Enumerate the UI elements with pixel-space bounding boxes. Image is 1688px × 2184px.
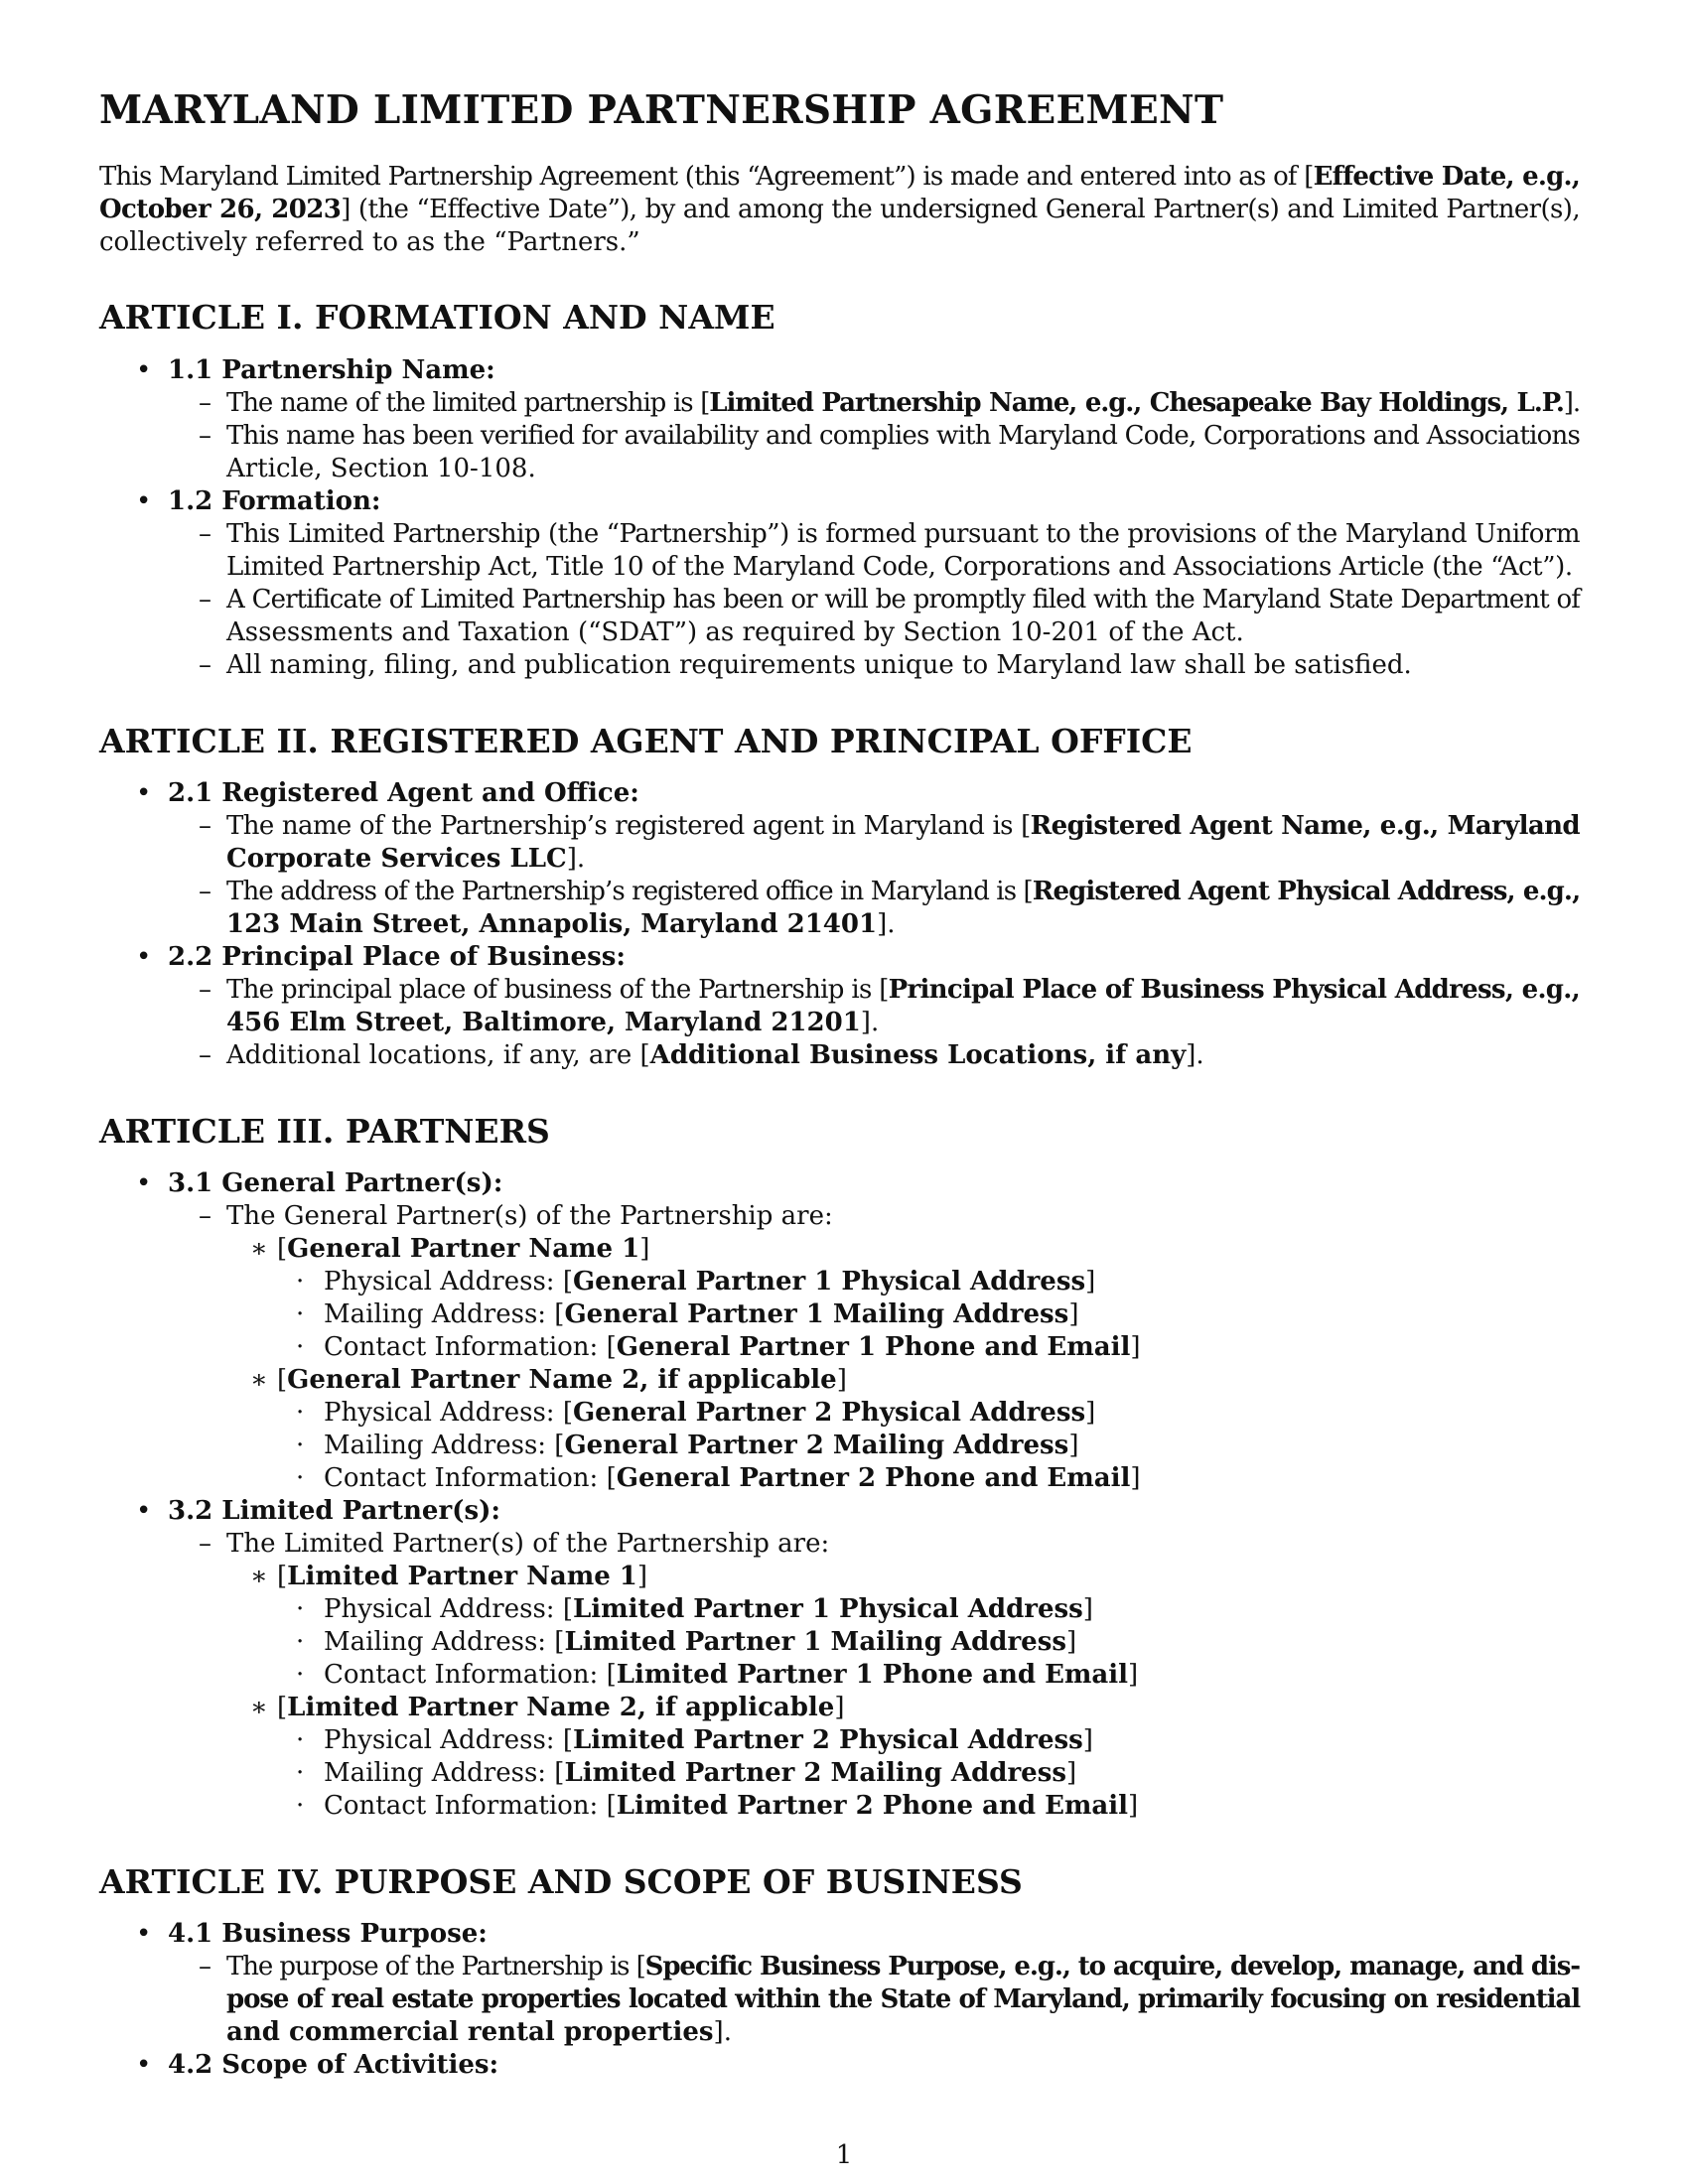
section-2-2-item-1-line-1: The principal place of business of the Partnership is [Principal Place of Business Physical Address, e.g., bbox=[226, 975, 1580, 1005]
dot-icon: · bbox=[296, 1431, 305, 1460]
gp1-name: [General Partner Name 1] bbox=[277, 1234, 650, 1264]
section-2-1-item-2-line-2: 123 Main Street, Annapolis, Maryland 21401]. bbox=[226, 909, 896, 939]
lp1-mailing: Mailing Address: [Limited Partner 1 Mailing Address] bbox=[324, 1627, 1077, 1657]
section-2-1-item-1-line-2: Corporate Services LLC]. bbox=[226, 844, 586, 874]
dot-icon: · bbox=[296, 1332, 305, 1362]
bullet-icon: • bbox=[136, 2050, 152, 2080]
intro-line-1: This Maryland Limited Partnership Agreement (this “Agreement”) is made and entered into as of [Effective Date, e.g., bbox=[99, 162, 1580, 192]
dash-icon: – bbox=[199, 811, 211, 841]
section-4-2-title: 4.2 Scope of Activities: bbox=[168, 2050, 499, 2080]
section-1-2-item-3: All naming, filing, and publication requirements unique to Maryland law shall be satisfied. bbox=[226, 650, 1412, 680]
dash-icon: – bbox=[199, 975, 211, 1005]
gp1-physical: Physical Address: [General Partner 1 Physical Address] bbox=[324, 1267, 1096, 1297]
section-1-1-item-2-line-1: This name has been verified for availability and complies with Maryland Code, Corporations and Associations bbox=[226, 421, 1580, 451]
dot-icon: · bbox=[296, 1594, 305, 1624]
article-3-heading: ARTICLE III. PARTNERS bbox=[99, 1112, 550, 1151]
bullet-icon: • bbox=[136, 486, 152, 516]
section-2-1-item-2-line-1: The address of the Partnership’s registered office in Maryland is [Registered Agent Physical Address, e.g., bbox=[226, 877, 1581, 906]
asterisk-icon: ∗ bbox=[250, 1234, 268, 1264]
section-4-1-item-1-line-1: The purpose of the Partnership is [Specific Business Purpose, e.g., to acquire, develop, manage, and dis- bbox=[226, 1952, 1580, 1981]
bullet-icon: • bbox=[136, 1168, 152, 1198]
dot-icon: · bbox=[296, 1299, 305, 1329]
asterisk-icon: ∗ bbox=[250, 1365, 268, 1395]
section-4-1-title: 4.1 Business Purpose: bbox=[168, 1919, 488, 1949]
gp1-contact: Contact Information: [General Partner 1 Phone and Email] bbox=[324, 1332, 1141, 1362]
dot-icon: · bbox=[296, 1791, 305, 1821]
section-4-1-item-1-line-3: and commercial rental properties]. bbox=[226, 2017, 732, 2047]
lp2-physical: Physical Address: [Limited Partner 2 Physical Address] bbox=[324, 1725, 1093, 1755]
bullet-icon: • bbox=[136, 355, 152, 385]
section-3-1-intro: The General Partner(s) of the Partnership are: bbox=[226, 1201, 833, 1231]
section-1-2-item-2-line-2: Assessments and Taxation (“SDAT”) as required by Section 10-201 of the Act. bbox=[226, 617, 1244, 647]
dash-icon: – bbox=[199, 388, 211, 418]
dash-icon: – bbox=[199, 421, 211, 451]
lp2-contact: Contact Information: [Limited Partner 2 Phone and Email] bbox=[324, 1791, 1139, 1821]
gp1-mailing: Mailing Address: [General Partner 1 Mailing Address] bbox=[324, 1299, 1079, 1329]
section-3-2-intro: The Limited Partner(s) of the Partnership are: bbox=[226, 1529, 830, 1559]
dash-icon: – bbox=[199, 1040, 211, 1070]
section-2-2-title: 2.2 Principal Place of Business: bbox=[168, 942, 626, 972]
bullet-icon: • bbox=[136, 1496, 152, 1526]
document-title: MARYLAND LIMITED PARTNERSHIP AGREEMENT bbox=[99, 87, 1224, 133]
dot-icon: · bbox=[296, 1463, 305, 1493]
asterisk-icon: ∗ bbox=[250, 1693, 268, 1722]
section-2-1-title: 2.1 Registered Agent and Office: bbox=[168, 778, 639, 808]
section-4-1-item-1-line-2: pose of real estate properties located within the State of Maryland, primarily focusing on residential bbox=[226, 1984, 1580, 2014]
dot-icon: · bbox=[296, 1398, 305, 1428]
dot-icon: · bbox=[296, 1267, 305, 1297]
dot-icon: · bbox=[296, 1725, 305, 1755]
section-1-2-item-2-line-1: A Certificate of Limited Partnership has been or will be promptly filed with the Maryland State Department of bbox=[226, 585, 1580, 614]
dash-icon: – bbox=[199, 650, 211, 680]
gp2-contact: Contact Information: [General Partner 2 Phone and Email] bbox=[324, 1463, 1141, 1493]
section-2-2-item-2: Additional locations, if any, are [Additional Business Locations, if any]. bbox=[226, 1040, 1204, 1070]
section-1-2-item-1-line-1: This Limited Partnership (the “Partnership”) is formed pursuant to the provisions of the Maryland Uniform bbox=[226, 519, 1580, 549]
section-2-2-item-1-line-2: 456 Elm Street, Baltimore, Maryland 21201]. bbox=[226, 1008, 880, 1037]
intro-line-2: October 26, 2023] (the “Effective Date”), by and among the undersigned General Partner(s) and Limited Partner(s), bbox=[99, 195, 1580, 224]
bullet-icon: • bbox=[136, 942, 152, 972]
lp1-physical: Physical Address: [Limited Partner 1 Physical Address] bbox=[324, 1594, 1093, 1624]
bullet-icon: • bbox=[136, 1919, 152, 1949]
dash-icon: – bbox=[199, 1201, 211, 1231]
section-1-1-item-1: The name of the limited partnership is [Limited Partnership Name, e.g., Chesapeake Bay Holdings, L.P.]. bbox=[226, 388, 1580, 418]
page-number: 1 bbox=[835, 2140, 853, 2170]
lp2-name: [Limited Partner Name 2, if applicable] bbox=[277, 1693, 845, 1722]
dash-icon: – bbox=[199, 519, 211, 549]
dot-icon: · bbox=[296, 1660, 305, 1690]
dash-icon: – bbox=[199, 585, 211, 614]
asterisk-icon: ∗ bbox=[250, 1562, 268, 1591]
section-1-1-title: 1.1 Partnership Name: bbox=[168, 355, 495, 385]
lp1-name: [Limited Partner Name 1] bbox=[277, 1562, 648, 1591]
gp2-name: [General Partner Name 2, if applicable] bbox=[277, 1365, 847, 1395]
gp2-mailing: Mailing Address: [General Partner 2 Mailing Address] bbox=[324, 1431, 1079, 1460]
section-3-1-title: 3.1 General Partner(s): bbox=[168, 1168, 503, 1198]
section-2-1-item-1-line-1: The name of the Partnership’s registered agent in Maryland is [Registered Agent Name, e.g., Maryland bbox=[226, 811, 1581, 841]
intro-line-3: collectively referred to as the “Partners.” bbox=[99, 227, 640, 257]
dot-icon: · bbox=[296, 1758, 305, 1788]
article-1-heading: ARTICLE I. FORMATION AND NAME bbox=[99, 298, 775, 337]
section-3-2-title: 3.2 Limited Partner(s): bbox=[168, 1496, 501, 1526]
section-1-2-title: 1.2 Formation: bbox=[168, 486, 381, 516]
gp2-physical: Physical Address: [General Partner 2 Physical Address] bbox=[324, 1398, 1096, 1428]
article-4-heading: ARTICLE IV. PURPOSE AND SCOPE OF BUSINESS bbox=[99, 1862, 1023, 1901]
dash-icon: – bbox=[199, 1952, 211, 1981]
dash-icon: – bbox=[199, 877, 211, 906]
dot-icon: · bbox=[296, 1627, 305, 1657]
section-1-1-item-2-line-2: Article, Section 10-108. bbox=[226, 454, 536, 483]
dash-icon: – bbox=[199, 1529, 211, 1559]
lp1-contact: Contact Information: [Limited Partner 1 Phone and Email] bbox=[324, 1660, 1139, 1690]
article-2-heading: ARTICLE II. REGISTERED AGENT AND PRINCIPAL OFFICE bbox=[99, 722, 1193, 760]
bullet-icon: • bbox=[136, 778, 152, 808]
lp2-mailing: Mailing Address: [Limited Partner 2 Mailing Address] bbox=[324, 1758, 1077, 1788]
section-1-2-item-1-line-2: Limited Partnership Act, Title 10 of the Maryland Code, Corporations and Associations Article (the “Act”). bbox=[226, 552, 1573, 582]
